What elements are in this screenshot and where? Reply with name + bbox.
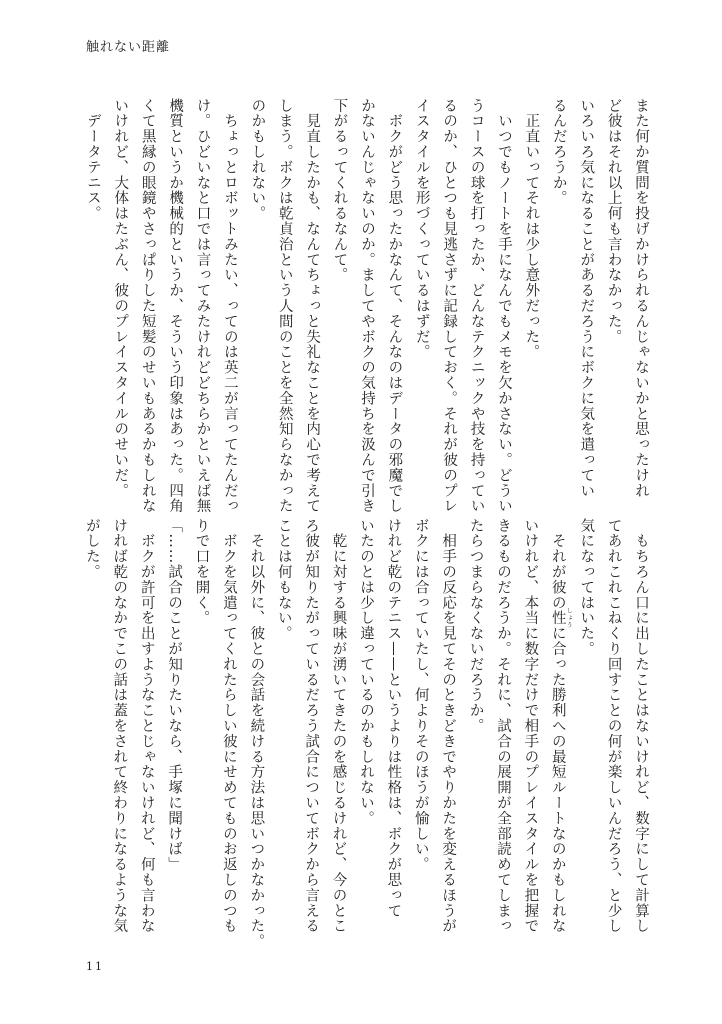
text-line: るのか、ひとつも見逃さずに記録しておく。それが彼のプレ: [441, 98, 458, 514]
text-line: それ以外に、彼との会話を続ける方法は思いつかなかった。: [248, 518, 265, 950]
text-line: ボクが許可を出すようなことじゃないけれど、何も言わな: [138, 518, 155, 934]
text-line: 相手の反応を見てそのときどきでやりかたを変えるほうが: [440, 518, 457, 934]
text-line: 「……試合のことが知りたいなら、手塚に聞けば」: [166, 518, 183, 873]
text-line: しまう。ボクは乾貞治という人間のことを全然知らなかった: [276, 98, 293, 514]
text-fragment: に合った勝利への最短ルートなのかもしれな: [549, 625, 566, 934]
ruby-annotation: [549, 607, 573, 629]
text-block-bottom: [77, 518, 654, 948]
text-line: ボクを気遣ってくれたらしい彼にせめてものお返しのつも: [220, 518, 237, 934]
text-line: いたのとは少し違っているのかもしれない。: [357, 518, 374, 826]
text-line: くて黒縁の眼鏡やさっぱりした短髪のせいもあるかもしれな: [139, 98, 156, 514]
ruby-base: 性: [549, 607, 566, 629]
text-line: てあれこれこねくり回すことの何が楽しいんだろう、と少し: [605, 518, 622, 934]
text-line: ことは何もない。: [275, 518, 292, 642]
text-fragment: それが彼の: [549, 518, 566, 611]
text-line: ボクには合っていたし、何よりそのほうが愉しい。: [412, 518, 429, 873]
text-line: ろ彼が知りたがっているだろう試合についてボクから言える: [303, 518, 320, 934]
text-line: 正直いってそれは少し意外だった。: [523, 98, 540, 360]
text-line: 機質というか機械的というか、そういう印象はあった。四角: [167, 98, 184, 514]
text-line: きるものだろうか。それに、試合の展開が全部読めてしまっ: [494, 518, 511, 934]
text-line: いけれど、大体はたぶん、彼のプレイスタイルのせいだ。: [112, 98, 129, 499]
text-line: 下がるってくれるなんて。: [331, 98, 348, 283]
text-line: ど彼はそれ以上何も言わなかった。: [605, 98, 622, 345]
text-line: るんだろうか。: [550, 98, 567, 206]
text-line: けれど乾のテニス——というよりは性格は、ボクが思って: [385, 518, 402, 919]
text-block-top: [78, 98, 654, 514]
text-line: け。ひどいなと口では言ってみたけれどどちらかといえば無: [194, 98, 211, 514]
text-line: ボクがどう思ったかなんて、そんなのはデータの邪魔でし: [386, 98, 403, 514]
text-line: うコースの球を打ったか、どんなテクニックや技を持ってい: [468, 98, 485, 514]
text-line: ちょっとロボットみたい、ってのは英二が言ってたんだっ: [221, 98, 238, 514]
text-line: いろいろ気になることがあるだろうにボクに気を遣ってい: [578, 98, 595, 499]
text-line: データテニス。: [84, 98, 101, 222]
text-line: 見直したかも、なんてちょっと失礼なことを内心で考えて: [304, 98, 321, 514]
text-line: いけれど、本当に数字だけで相手のプレイスタイルを把握で: [522, 518, 539, 934]
running-head-title: 触れない距離: [86, 40, 171, 55]
text-line: りで口を開く。: [193, 518, 210, 626]
text-line: たらつまらなくないだろうか。: [467, 518, 484, 734]
text-line: 気になってはいた。: [578, 518, 595, 657]
text-line: 乾に対する興味が湧いてきたのを感じるけれど、今のとこ: [330, 518, 347, 934]
text-line: イスタイルを形づくっているはずだ。: [413, 98, 430, 360]
text-line: ければ乾のなかでこの話は蓋をされて終わりになるような気: [111, 518, 128, 934]
page-number: 11: [86, 960, 104, 973]
text-line-ruby: [543, 518, 571, 948]
text-line: がした。: [83, 518, 100, 580]
text-line: また何か質問を投げかけられるんじゃないかと思ったけれ: [633, 98, 649, 499]
text-line: もちろん口に出したことはないけれど、数字にして計算し: [633, 518, 649, 934]
text-line: いつでもノートを手になんでもメモを欠かさない。どうい: [495, 98, 512, 514]
ruby-reading: しょう: [565, 607, 573, 629]
text-line: かないんじゃないのか。ましてやボクの気持ちを汲んで引き: [358, 98, 375, 514]
text-line: のかもしれない。: [249, 98, 266, 222]
